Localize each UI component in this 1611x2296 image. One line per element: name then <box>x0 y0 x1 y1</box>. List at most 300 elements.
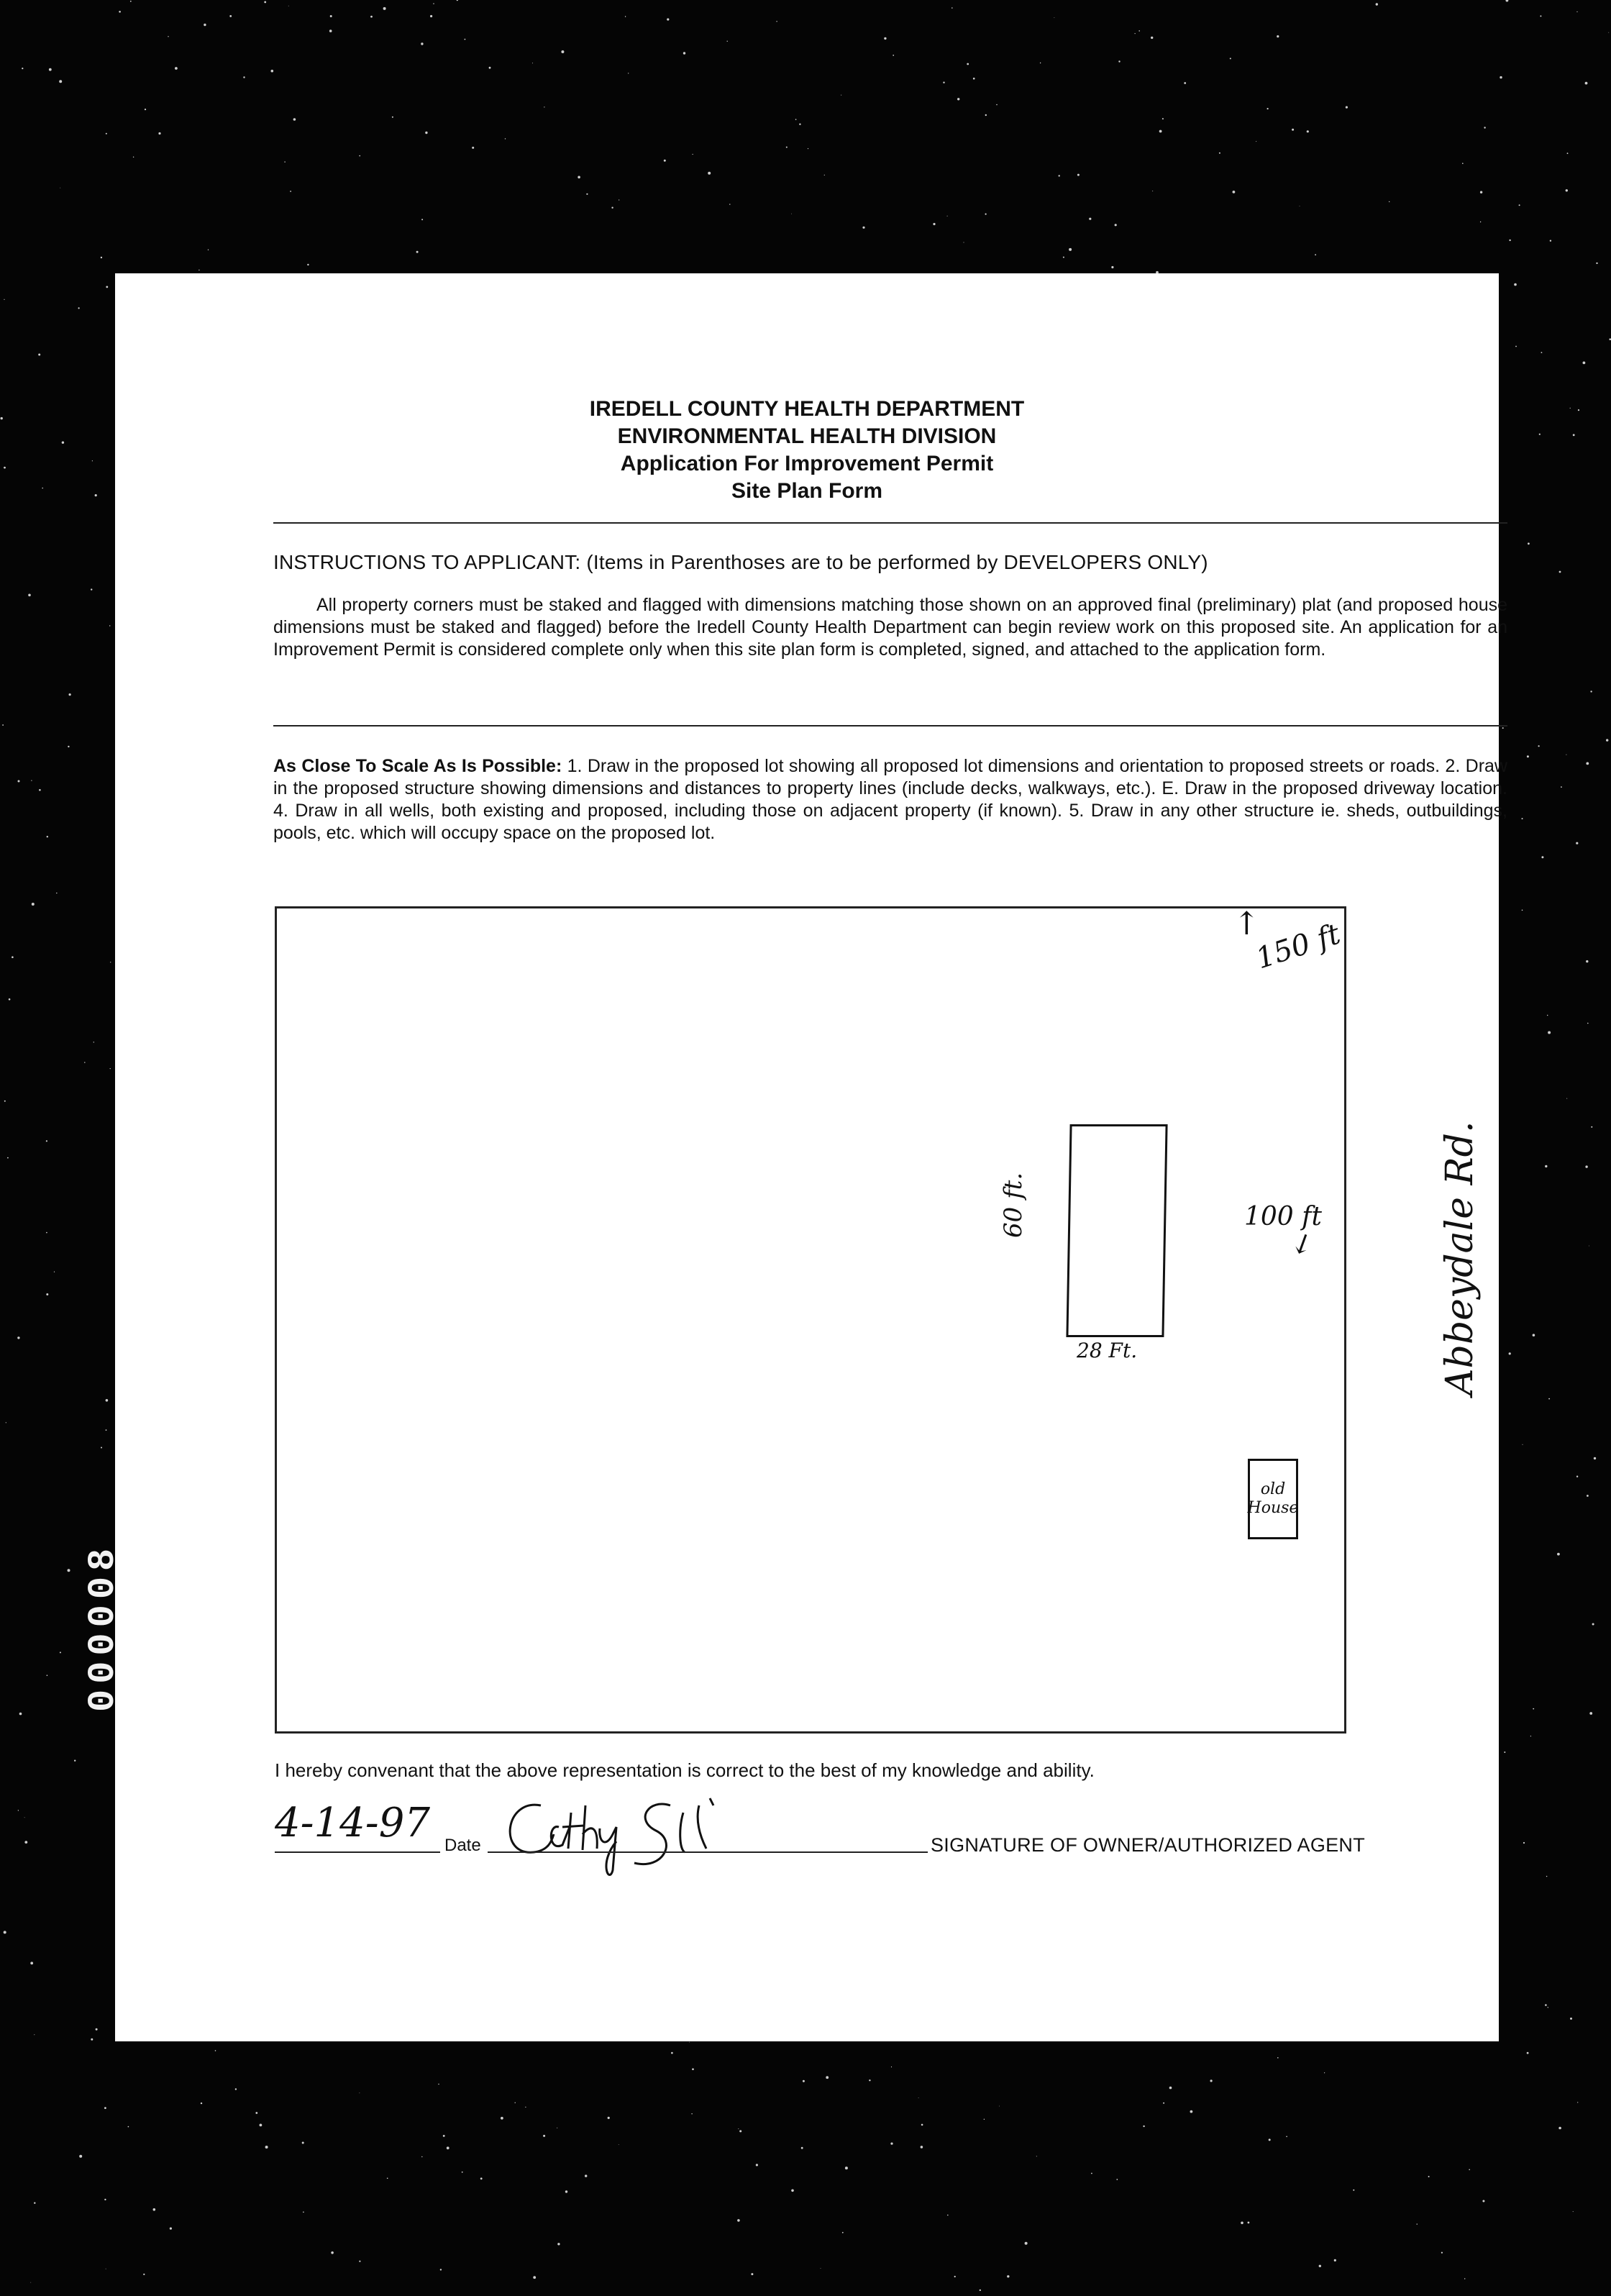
speckle-dot <box>293 118 296 121</box>
speckle-dot <box>47 836 48 837</box>
speckle-dot <box>101 257 102 258</box>
speckle-dot <box>1089 218 1091 220</box>
speckle-dot <box>727 41 728 42</box>
speckle-dot <box>1353 2190 1354 2191</box>
instructions-title: INSTRUCTIONS TO APPLICANT: (Items in Parenthoses are to be performed by DEVELOPERS ONLY) <box>273 551 1208 573</box>
speckle-dot <box>69 693 71 696</box>
speckle-dot <box>708 172 711 175</box>
speckle-dot <box>692 2068 694 2070</box>
certification-statement: I hereby convenant that the above representation is correct to the best of my knowledge and ability. <box>275 1759 1095 1781</box>
speckle-dot <box>1143 2126 1144 2127</box>
speckle-dot <box>1589 1712 1592 1715</box>
speckle-dot <box>39 789 41 791</box>
speckle-dot <box>586 193 588 195</box>
speckle-dot <box>92 460 93 461</box>
speckle-dot <box>1210 2079 1213 2082</box>
date-label: Date <box>444 1836 481 1855</box>
scale-instructions-lead: As Close To Scale As Is Possible: <box>273 756 562 776</box>
speckle-dot <box>1111 266 1113 268</box>
speckle-dot <box>18 780 20 783</box>
speckle-dot <box>1069 248 1072 251</box>
speckle-dot <box>229 15 232 17</box>
speckle-dot <box>1519 204 1520 206</box>
speckle-dot <box>443 2135 445 2137</box>
speckle-dot <box>890 2143 893 2145</box>
speckle-dot <box>472 147 474 149</box>
speckle-dot <box>557 2243 560 2245</box>
speckle-dot <box>433 3 434 4</box>
speckle-dot <box>106 133 107 135</box>
speckle-dot <box>1428 2176 1430 2177</box>
speckle-dot <box>91 2038 93 2041</box>
speckle-dot <box>980 2290 981 2291</box>
form-name: Site Plan Form <box>731 479 883 503</box>
speckle-dot <box>1578 409 1579 411</box>
speckle-dot <box>1546 1876 1547 1877</box>
speckle-dot <box>24 1841 27 1844</box>
speckle-dot <box>1585 82 1588 85</box>
speckle-dot <box>421 2156 422 2157</box>
speckle-dot <box>91 588 92 590</box>
speckle-dot <box>158 132 160 135</box>
date-underline <box>275 1851 440 1853</box>
speckle-dot <box>1248 2222 1250 2224</box>
speckle-dot <box>1585 1165 1587 1167</box>
speckle-dot <box>578 176 580 179</box>
speckle-dot <box>1077 174 1080 176</box>
division-title: ENVIRONMENTAL HEALTH DIVISION <box>617 424 997 448</box>
speckle-dot <box>204 24 206 26</box>
speckle-dot <box>1591 1126 1592 1128</box>
speckle-dot <box>4 467 6 469</box>
speckle-dot <box>1586 960 1588 962</box>
speckle-dot <box>1504 1751 1505 1753</box>
form-subtitle: Application For Improvement Permit <box>620 452 994 475</box>
speckle-dot <box>1515 346 1517 347</box>
speckle-dot <box>201 2103 202 2104</box>
site-plan-drawing-area[interactable] <box>275 906 1346 1734</box>
signature-stroke <box>510 1798 713 1874</box>
speckle-dot <box>1576 1476 1578 1477</box>
distance-road-label: 100 ft <box>1244 1202 1322 1231</box>
speckle-dot <box>1502 727 1504 729</box>
speckle-dot <box>42 488 43 489</box>
speckle-dot <box>585 2174 587 2177</box>
speckle-dot <box>79 2155 82 2158</box>
speckle-dot <box>973 78 975 80</box>
speckle-dot <box>525 2107 526 2108</box>
date-value[interactable]: 4-14-97 <box>275 1800 430 1846</box>
speckle-dot <box>921 2124 923 2126</box>
speckle-dot <box>4 1101 6 1102</box>
speckle-dot <box>480 2177 483 2179</box>
speckle-dot <box>1586 762 1589 765</box>
speckle-dot <box>501 2117 503 2120</box>
speckle-dot <box>756 2164 758 2166</box>
speckle-dot <box>331 2251 334 2254</box>
speckle-dot <box>1573 2211 1574 2212</box>
speckle-dot <box>1063 257 1064 258</box>
speckle-dot <box>826 2076 829 2079</box>
speckle-dot <box>611 207 613 209</box>
speckle-dot <box>68 1569 70 1572</box>
speckle-dot <box>824 175 825 176</box>
speckle-dot <box>689 2042 690 2043</box>
speckle-dot <box>1115 224 1117 226</box>
speckle-dot <box>1151 37 1153 39</box>
speckle-dot <box>145 109 146 110</box>
speckle-dot <box>1590 691 1592 692</box>
speckle-dot <box>951 7 953 9</box>
speckle-dot <box>421 42 423 45</box>
speckle-dot <box>22 68 23 69</box>
speckle-dot <box>31 780 32 781</box>
speckle-dot <box>1509 240 1510 241</box>
speckle-dot <box>786 147 788 148</box>
speckle-dot <box>985 114 987 116</box>
speckle-dot <box>307 264 309 265</box>
speckle-dot <box>1538 745 1540 747</box>
speckle-dot <box>1533 1708 1534 1710</box>
speckle-dot <box>46 1140 47 1142</box>
speckle-dot <box>625 16 626 17</box>
speckle-dot <box>457 0 458 1</box>
speckle-dot <box>1539 434 1541 435</box>
speckle-dot <box>109 625 110 626</box>
speckle-dot <box>1583 362 1586 365</box>
speckle-dot <box>1135 33 1136 34</box>
speckle-dot <box>425 132 427 134</box>
proposed-house-outline <box>1066 1124 1167 1337</box>
speckle-dot <box>284 161 285 162</box>
document-stamp-number: 000008 <box>82 1542 124 1712</box>
speckle-dot <box>1118 60 1120 62</box>
speckle-dot <box>1540 15 1541 17</box>
speckle-dot <box>130 1 132 2</box>
speckle-dot <box>106 1429 107 1431</box>
speckle-dot <box>943 82 944 83</box>
speckle-dot <box>47 1675 48 1676</box>
speckle-dot <box>329 29 332 32</box>
speckle-dot <box>170 2228 172 2230</box>
speckle-dot <box>1138 30 1140 32</box>
speckle-dot <box>78 307 80 309</box>
speckle-dot <box>387 2178 388 2179</box>
speckle-dot <box>1025 2242 1028 2245</box>
house-length-label: 60 ft. <box>999 1172 1028 1238</box>
speckle-dot <box>1548 1031 1551 1034</box>
divider-top <box>273 522 1507 524</box>
speckle-dot <box>421 219 423 220</box>
speckle-dot <box>739 2130 741 2132</box>
speckle-dot <box>34 2034 35 2035</box>
speckle-dot <box>383 7 386 10</box>
speckle-dot <box>1 417 3 419</box>
speckle-dot <box>751 2273 753 2275</box>
speckle-dot <box>1054 17 1055 18</box>
speckle-dot <box>1541 352 1543 353</box>
speckle-dot <box>1464 2278 1465 2279</box>
speckle-dot <box>1482 2200 1484 2202</box>
speckle-dot <box>1469 2169 1470 2171</box>
speckle-dot <box>667 18 669 20</box>
speckle-dot <box>1346 106 1348 109</box>
speckle-dot <box>1566 189 1568 191</box>
speckle-dot <box>265 2146 268 2149</box>
speckle-dot <box>608 2117 610 2119</box>
speckle-dot <box>2 724 4 726</box>
house-width-label: 28 Ft. <box>1077 1339 1138 1362</box>
north-arrow-icon: ↑ <box>1233 906 1260 942</box>
speckle-dot <box>947 216 948 217</box>
speckle-dot <box>59 80 62 83</box>
speckle-dot <box>430 15 432 17</box>
speckle-dot <box>1007 2275 1009 2277</box>
speckle-dot <box>869 2079 870 2081</box>
speckle-dot <box>119 11 121 13</box>
speckle-dot <box>893 55 894 56</box>
speckle-dot <box>1307 130 1309 132</box>
speckle-dot <box>967 63 969 65</box>
speckle-dot <box>1570 2018 1572 2020</box>
speckle-dot <box>1169 2087 1172 2090</box>
speckle-dot <box>30 2282 31 2283</box>
speckle-dot <box>49 68 52 71</box>
speckle-dot <box>330 15 332 17</box>
speckle-dot <box>933 223 935 225</box>
speckle-dot <box>96 2028 98 2031</box>
speckle-dot <box>776 21 777 22</box>
signature-row <box>275 1791 1509 1870</box>
speckle-dot <box>235 2088 237 2090</box>
speckle-dot <box>465 39 466 40</box>
speckle-dot <box>290 191 291 192</box>
speckle-dot <box>1116 2179 1118 2180</box>
speckle-dot <box>260 2124 263 2127</box>
speckle-dot <box>462 2172 463 2173</box>
speckle-dot <box>9 998 11 1001</box>
speckle-dot <box>1545 1165 1547 1167</box>
speckle-dot <box>1587 1495 1589 1497</box>
speckle-dot <box>74 1760 76 1762</box>
speckle-dot <box>4 1931 6 1933</box>
speckle-dot <box>106 286 108 288</box>
speckle-dot <box>60 1652 61 1653</box>
speckle-dot <box>1606 739 1608 741</box>
speckle-dot <box>1506 0 1509 2</box>
speckle-dot <box>1484 127 1485 128</box>
speckle-dot <box>1269 2138 1271 2141</box>
speckle-dot <box>143 2274 145 2275</box>
speckle-dot <box>1596 263 1597 264</box>
speckle-dot <box>19 1713 22 1716</box>
speckle-dot <box>1577 2102 1578 2103</box>
speckle-dot <box>918 2097 919 2098</box>
scale-instructions <box>273 755 1507 844</box>
speckle-dot <box>1500 76 1502 78</box>
speckle-dot <box>95 494 97 496</box>
speckle-dot <box>1509 1352 1511 1354</box>
speckle-dot <box>999 2106 1000 2107</box>
speckle-dot <box>489 67 491 69</box>
speckle-dot <box>1441 2252 1443 2254</box>
speckle-dot <box>243 76 245 78</box>
speckle-dot <box>845 2167 848 2169</box>
speckle-dot <box>505 138 506 139</box>
speckle-dot <box>1319 2265 1321 2267</box>
speckle-dot <box>1091 2173 1092 2174</box>
speckle-dot <box>1286 2136 1287 2138</box>
speckle-dot <box>737 2219 740 2222</box>
speckle-dot <box>1462 163 1464 164</box>
speckle-dot <box>561 50 564 53</box>
speckle-dot <box>30 1962 33 1964</box>
speckle-dot <box>1558 2127 1561 2130</box>
old-house-label-line1: old <box>1260 1480 1286 1498</box>
speckle-dot <box>1559 571 1561 573</box>
speckle-dot <box>264 1 266 4</box>
speckle-dot <box>954 2276 956 2277</box>
speckle-dot <box>1324 2072 1325 2073</box>
signature-image[interactable] <box>490 1784 893 1877</box>
speckle-dot <box>565 2190 567 2192</box>
speckle-dot <box>1190 2110 1193 2113</box>
speckle-dot <box>1533 1334 1535 1336</box>
speckle-dot <box>133 157 134 158</box>
speckle-dot <box>862 227 864 229</box>
speckle-dot <box>1527 2052 1529 2054</box>
speckle-dot <box>153 2208 156 2211</box>
speckle-dot <box>921 2146 923 2149</box>
speckle-dot <box>24 1817 25 1818</box>
speckle-dot <box>1267 108 1269 109</box>
speckle-dot <box>1241 2222 1243 2225</box>
speckle-dot <box>1548 1398 1550 1400</box>
speckle-dot <box>543 2135 545 2137</box>
speckle-dot <box>1573 434 1575 436</box>
department-title: IREDELL COUNTY HEALTH DEPARTMENT <box>589 397 1025 421</box>
site-plan-form-page <box>115 273 1507 2041</box>
speckle-dot <box>1570 408 1571 409</box>
divider-middle <box>273 725 1507 726</box>
speckle-dot <box>803 2080 805 2082</box>
road-arrow-icon: ↓ <box>1286 1225 1319 1264</box>
speckle-dot <box>438 2084 439 2085</box>
speckle-dot <box>957 98 959 100</box>
speckle-dot <box>359 155 360 157</box>
speckle-dot <box>1514 283 1517 286</box>
speckle-dot <box>1561 786 1562 788</box>
speckle-dot <box>1277 2057 1279 2059</box>
speckle-dot <box>533 2276 536 2279</box>
signature-label: SIGNATURE OF OWNER/AUTHORIZED AGENT <box>931 1834 1366 1856</box>
speckle-dot <box>1334 2259 1336 2261</box>
speckle-dot <box>1608 32 1609 33</box>
speckle-dot <box>101 1447 102 1449</box>
speckle-dot <box>1230 58 1231 59</box>
distance-north-label: 150 ft <box>1251 917 1345 976</box>
speckle-dot <box>884 37 886 40</box>
scale-instructions-body: 1. Draw in the proposed lot showing all proposed lot dimensions and orientation to proposed streets or roads. 2. Draw in the proposed structure showing dimensions and distances to property lines (include decks, walkways, etc.). E. Draw in the proposed driveway location. 4. Draw in all wells, both existing and proposed, including those on adjacent property (if known). 5. Draw in any other structure ie. sheds, outbuildings, pools, etc. which will occupy space on the proposed lot. <box>273 756 1507 843</box>
speckle-dot <box>664 160 666 162</box>
speckle-dot <box>1162 118 1164 119</box>
speckle-dot <box>1547 1015 1548 1016</box>
speckle-dot <box>1557 1553 1560 1556</box>
speckle-dot <box>795 119 797 120</box>
speckle-dot <box>447 2146 449 2149</box>
speckle-dot <box>46 1293 48 1295</box>
speckle-dot <box>38 354 40 356</box>
speckle-dot <box>1523 1842 1525 1844</box>
speckle-dot <box>1566 1098 1567 1099</box>
speckle-dot <box>1277 35 1279 37</box>
speckle-dot <box>738 2128 739 2129</box>
speckle-dot <box>985 214 987 215</box>
speckle-dot <box>984 2119 985 2120</box>
speckle-dot <box>1528 542 1530 545</box>
speckle-dot <box>791 2190 794 2192</box>
speckle-dot <box>671 2052 673 2054</box>
speckle-dot <box>1315 254 1316 255</box>
speckle-dot <box>842 2232 844 2233</box>
speckle-dot <box>1480 191 1482 193</box>
speckle-dot <box>1567 152 1569 154</box>
road-name-label: Abbeydale Rd. <box>1438 1121 1482 1395</box>
speckle-dot <box>302 2142 304 2144</box>
speckle-dot <box>1545 2004 1547 2006</box>
speckle-dot <box>1059 175 1060 176</box>
speckle-dot <box>1376 3 1378 5</box>
speckle-dot <box>691 2113 692 2114</box>
speckle-dot <box>1594 1457 1596 1459</box>
speckle-dot <box>1219 152 1220 154</box>
speckle-dot <box>68 746 69 747</box>
speckle-dot <box>683 52 685 54</box>
speckle-dot <box>1522 818 1523 819</box>
speckle-dot <box>1527 755 1529 757</box>
speckle-dot <box>175 67 178 70</box>
speckle-dot <box>17 1336 19 1339</box>
speckle-dot <box>46 1232 47 1234</box>
speckle-dot <box>392 117 393 118</box>
speckle-dot <box>1522 910 1523 911</box>
speckle-dot <box>104 2199 106 2200</box>
speckle-dot <box>1592 1623 1594 1626</box>
speckle-dot <box>104 2107 106 2109</box>
speckle-dot <box>370 16 373 18</box>
speckle-dot <box>271 70 274 73</box>
speckle-dot <box>255 2112 257 2114</box>
speckle-dot <box>1541 856 1543 858</box>
speckle-dot <box>1576 842 1578 844</box>
speckle-dot <box>110 1068 111 1069</box>
speckle-dot <box>12 956 14 958</box>
speckle-dot <box>1550 240 1551 242</box>
speckle-dot <box>62 442 64 444</box>
instructions-body: All property corners must be staked and flagged with dimensions matching those shown on an approved final (preliminary) plat (and proposed house dimensions must be staked and flagged) before the Iredell County Health Department can begin review work on this proposed site. An application for an Improvement Permit is considered complete only when this site plan form is completed, signed, and attached to the application form. <box>273 595 1507 660</box>
signature-underline <box>488 1851 928 1853</box>
speckle-dot <box>1587 1023 1589 1024</box>
speckle-dot <box>996 104 998 106</box>
speckle-dot <box>303 2212 304 2213</box>
speckle-dot <box>1292 129 1294 131</box>
speckle-dot <box>801 2147 803 2149</box>
speckle-dot <box>34 2202 35 2204</box>
speckle-dot <box>1417 2223 1418 2224</box>
speckle-dot <box>28 594 31 597</box>
speckle-dot <box>1184 82 1186 84</box>
speckle-dot <box>1233 191 1236 193</box>
